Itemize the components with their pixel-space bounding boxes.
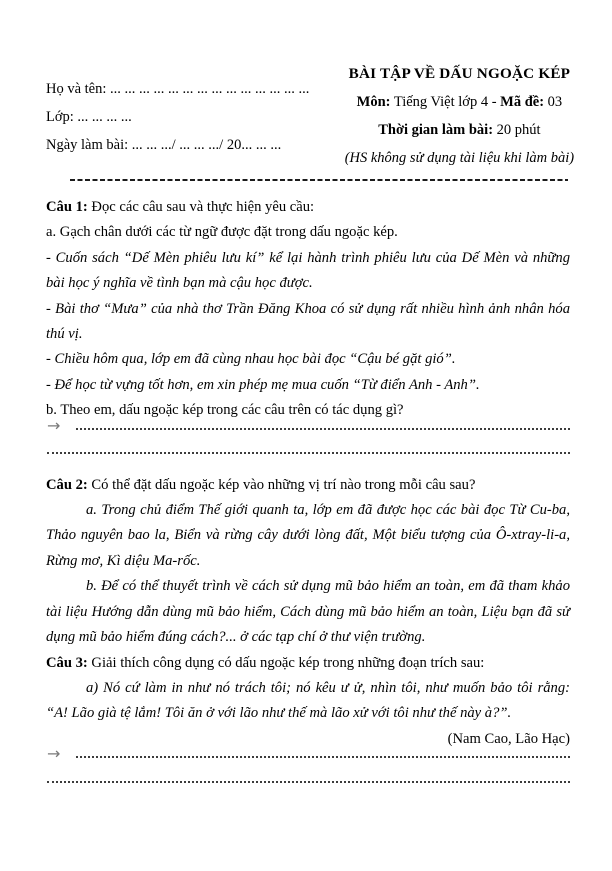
q3-intro: Giải thích công dụng có dấu ngoặc kép trong những đoạn trích sau: bbox=[91, 654, 485, 671]
question-3 bbox=[46, 651, 570, 802]
header bbox=[46, 60, 575, 172]
q3-part-a: a) Nó cứ làm in như nó trách tôi; nó kêu ư ử, nhìn tôi, như muốn bảo tôi rằng: “A! Lão già tệ lắm! Tôi ăn ở với lão như thế mà lão xử với tôi như thế này à?”. bbox=[46, 679, 570, 722]
q2-heading bbox=[46, 473, 570, 498]
exam-info bbox=[309, 60, 609, 172]
subject-value: Tiếng Việt lớp 4 - bbox=[393, 94, 497, 110]
dotted-writing-line bbox=[47, 452, 570, 454]
arrow-icon: → bbox=[47, 415, 61, 435]
q1-part-b: b. Theo em, dấu ngoặc kép trong các câu trên có tác dụng gì? bbox=[46, 402, 404, 419]
q1-label: Câu 1: bbox=[46, 199, 88, 215]
code-label: Mã đề: bbox=[500, 94, 545, 110]
q3-label: Câu 3: bbox=[46, 654, 88, 671]
dotted-writing-line bbox=[47, 781, 570, 783]
q1-heading bbox=[46, 195, 570, 220]
subject-line bbox=[309, 88, 609, 116]
q2-part-b: b. Để có thể thuyết trình về cách sử dụng mũ bảo hiểm an toàn, em đã tham khảo tài liệu Hướng dẫn dùng mũ bảo hiểm, Cách dùng mũ bảo hiểm an toàn, Liệu bạn đã sử dụng mũ bảo hiểm đúng cách?... ở các tạp chí ở thư viện trường. bbox=[46, 578, 570, 646]
dashed-separator bbox=[70, 179, 568, 181]
q3-attribution: (Nam Cao, Lão Hạc) bbox=[447, 730, 570, 747]
q3-heading bbox=[46, 651, 570, 676]
answer-line bbox=[46, 777, 570, 802]
q1-intro: Đọc các câu sau và thực hiện yêu cầu: bbox=[91, 199, 315, 215]
time-line bbox=[309, 116, 609, 144]
exam-note: (HS không sử dụng tài liệu khi làm bài) bbox=[344, 150, 575, 166]
date-field: Ngày làm bài: ... ... .../ ... ... .../ 20... ... ... bbox=[46, 137, 282, 153]
q2-intro: Có thể đặt dấu ngoặc kép vào những vị trí nào trong mỗi câu sau? bbox=[91, 476, 476, 493]
question-2 bbox=[46, 473, 570, 651]
q1-bullet-1: - Cuốn sách “Dế Mèn phiêu lưu kí” kể lại hành trình phiêu lưu của Dế Mèn và những bài học ý nghĩa về tình bạn mà cậu học được. bbox=[46, 249, 570, 292]
answer-line bbox=[46, 448, 570, 473]
dotted-writing-line bbox=[76, 756, 570, 758]
q1-bullet-2: - Bài thơ “Mưa” của nhà thơ Trần Đăng Khoa có sử dụng rất nhiều hình ảnh nhân hóa thú vị. bbox=[46, 300, 570, 343]
q2-part-a: a. Trong chủ điểm Thế giới quanh ta, lớp em đã được học các bài đọc Từ Cu-ba, Thảo nguyên bao la, Biển và rừng cây dưới lòng đất, Một biểu tượng của Ô-xtray-li-a, Rừng mơ, Kì diệu Ma-rốc. bbox=[46, 502, 570, 569]
time-value: 20 phút bbox=[496, 122, 541, 138]
code-value: 03 bbox=[547, 94, 563, 110]
q1-part-a: a. Gạch chân dưới các từ ngữ được đặt trong dấu ngoặc kép. bbox=[46, 224, 398, 241]
question-1 bbox=[46, 195, 570, 473]
q2-label: Câu 2: bbox=[46, 476, 88, 493]
arrow-icon: → bbox=[47, 744, 61, 764]
dotted-writing-line bbox=[76, 428, 570, 430]
exam-title: BÀI TẬP VỀ DẤU NGOẶC KÉP bbox=[348, 65, 571, 82]
answer-line bbox=[46, 415, 570, 449]
student-info bbox=[46, 60, 309, 159]
answer-line bbox=[46, 744, 570, 777]
name-field: Họ và tên: ... ... ... ... ... ... ... ... ... ... ... ... ... ... bbox=[46, 81, 310, 97]
subject-label: Môn: bbox=[356, 94, 391, 110]
time-label: Thời gian làm bài: bbox=[378, 122, 494, 138]
worksheet-body bbox=[46, 195, 570, 801]
class-field: Lớp: ... ... ... ... bbox=[46, 109, 132, 125]
q1-bullet-3: - Chiều hôm qua, lớp em đã cùng nhau học bài đọc “Cậu bé gặt gió”. bbox=[46, 351, 456, 368]
q1-bullet-4: - Để học từ vựng tốt hơn, em xin phép mẹ mua cuốn “Từ điển Anh - Anh”. bbox=[46, 376, 480, 393]
